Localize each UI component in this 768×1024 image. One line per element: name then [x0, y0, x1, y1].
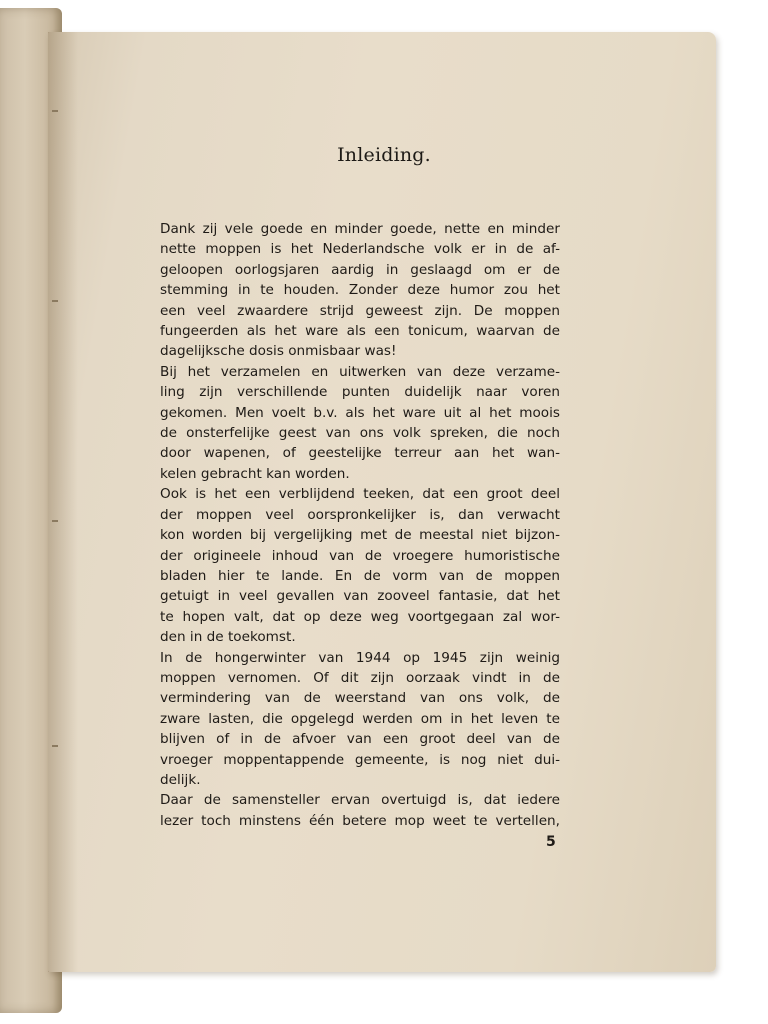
text-line: moppen vernomen. Of dit zijn oorzaak vindt in de [160, 669, 560, 686]
text-line: te hopen valt, dat op deze weg voortgegaan zal wor- [160, 608, 560, 625]
text-line: vermindering van de weerstand van ons volk, de [160, 690, 560, 707]
text-line: gekomen. Men voelt b.v. als het ware uit al het moois [160, 404, 560, 421]
text-line: Dank zij vele goede en minder goede, nette en minder [160, 221, 560, 237]
binding-stitch [52, 520, 58, 522]
text-line: geloopen oorlogsjaren aardig in geslaagd om er de [160, 261, 560, 278]
text-line: Ook is het een verblijdend teeken, dat een groot deel [160, 486, 560, 503]
text-line: den in de toekomst. [160, 629, 296, 646]
text-line: zware lasten, die opgelegd werden om in het leven te [160, 710, 560, 727]
text-line: dagelijksche dosis onmisbaar was! [160, 343, 397, 360]
text-line: der moppen veel oorspronkelijker is, dan verwacht [160, 506, 560, 523]
binding-stitch [52, 745, 58, 747]
text-line: Bij het verzamelen en uitwerken van deze verzame- [160, 363, 560, 380]
text-line: fungeerden als het ware als een tonicum, waarvan de [160, 323, 560, 340]
page-heading: Inleiding. [337, 144, 431, 166]
text-line: lezer toch minstens één betere mop weet te vertellen, [160, 812, 560, 829]
text-line: vroeger moppentappende gemeente, is nog niet dui- [160, 751, 560, 768]
text-line: der origineele inhoud van de vroegere humoristische [160, 547, 560, 564]
body-text [160, 219, 560, 831]
text-line: kelen gebracht kan worden. [160, 465, 350, 482]
text-line: een veel zwaardere strijd geweest zijn. De moppen [160, 302, 560, 319]
text-line: de onsterfelijke geest van ons volk spreken, die noch [160, 425, 560, 442]
gutter-shadow [48, 32, 78, 972]
binding-stitch [52, 110, 58, 112]
text-line: Daar de samensteller ervan overtuigd is, dat iedere [160, 792, 560, 809]
text-line: delijk. [160, 771, 201, 788]
text-line: door wapenen, of geestelijke terreur aan het wan- [160, 445, 560, 462]
text-line: kon worden bij vergelijking met de meestal niet bijzon- [160, 527, 560, 544]
text-line: bladen hier te lande. En de vorm van de moppen [160, 567, 560, 584]
text-line: stemming in te houden. Zonder deze humor zou het [160, 282, 560, 299]
binding-stitch [52, 300, 58, 302]
page-number: 5 [546, 834, 556, 850]
text-line: getuigt in veel gevallen van zooveel fantasie, dat het [160, 588, 560, 605]
text-line: blijven of in de afvoer van een groot deel van de [160, 731, 560, 748]
text-line: ling zijn verschillende punten duidelijk naar voren [160, 384, 560, 401]
text-line: nette moppen is het Nederlandsche volk er in de af- [160, 241, 560, 258]
text-line: In de hongerwinter van 1944 op 1945 zijn weinig [160, 649, 560, 666]
